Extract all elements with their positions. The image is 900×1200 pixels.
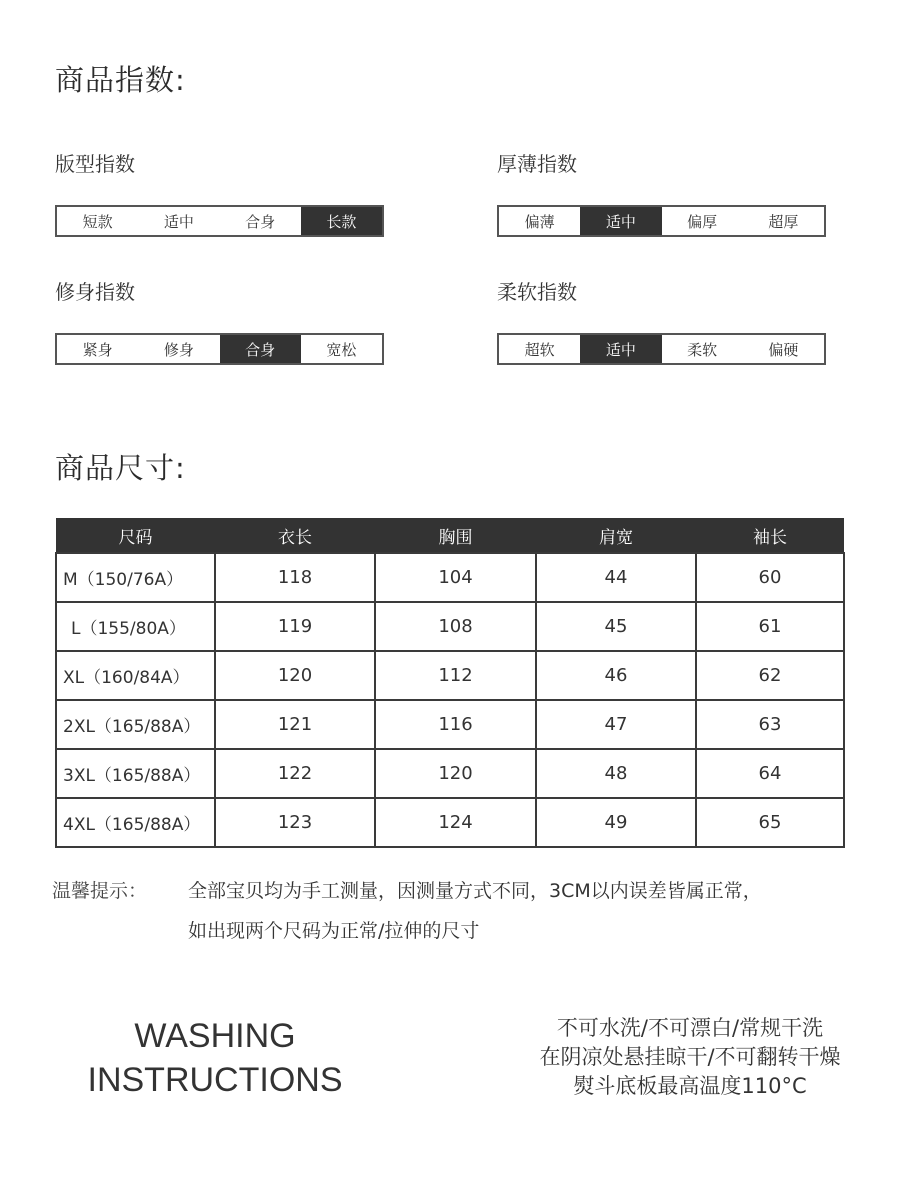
size-table-header [56,518,844,553]
fit-option-regular: 合身 [245,212,276,231]
column-header-length: 衣长 [215,518,375,553]
size-cell: 2XL（165/88A） [56,700,215,749]
size-table [55,518,845,848]
slim-index-scale [55,333,384,365]
softness-option-medium: 适中 [580,335,661,363]
sleeve-cell: 64 [696,749,844,798]
chest-cell: 116 [375,700,536,749]
fit-option-short: 短款 [82,212,113,231]
fit-option-medium: 适中 [163,212,194,231]
thickness-option-thin: 偏薄 [524,212,555,231]
washing-instruction-line: 不可水洗/不可漂白/常规干洗 [556,1016,824,1040]
table-row [56,602,844,651]
size-cell: XL（160/84A） [56,651,215,700]
chest-cell: 124 [375,798,536,847]
fit-option-long: 长款 [301,207,382,235]
sleeve-cell: 63 [696,700,844,749]
length-cell: 119 [215,602,375,651]
softness-option-soft: 柔软 [687,340,718,359]
length-cell: 120 [215,651,375,700]
product-index-heading: 商品指数: [55,63,186,97]
chest-cell: 108 [375,602,536,651]
thickness-option-thick: 偏厚 [687,212,718,231]
washing-title [70,1014,360,1102]
thickness-index-scale [497,205,826,237]
shoulder-cell: 44 [536,553,696,602]
shoulder-cell: 49 [536,798,696,847]
chest-cell: 112 [375,651,536,700]
washing-instructions [480,1014,900,1101]
thickness-index-title: 厚薄指数 [497,152,577,176]
fit-index-scale [55,205,384,237]
sleeve-cell: 61 [696,602,844,651]
softness-option-hard: 偏硬 [768,340,799,359]
shoulder-cell: 45 [536,602,696,651]
sleeve-cell: 62 [696,651,844,700]
column-header-chest: 胸围 [375,518,536,553]
table-row [56,749,844,798]
shoulder-cell: 46 [536,651,696,700]
product-size-heading: 商品尺寸: [55,451,186,485]
softness-index-title: 柔软指数 [497,280,577,304]
table-row [56,798,844,847]
chest-cell: 120 [375,749,536,798]
size-cell: M（150/76A） [56,553,215,602]
column-header-shoulder: 肩宽 [536,518,696,553]
note-line-1: 全部宝贝均为手工测量，因测量方式不同，3CM以内误差皆属正常， [188,880,762,902]
note-line-2: 如出现两个尺码为正常/拉伸的尺寸 [188,920,480,942]
slim-option-fitted: 合身 [220,335,301,363]
length-cell: 122 [215,749,375,798]
washing-instruction-line: 熨斗底板最高温度110°C [573,1074,807,1098]
slim-option-tight: 紧身 [82,340,113,359]
sleeve-cell: 60 [696,553,844,602]
fit-index-title: 版型指数 [55,152,135,176]
softness-index-scale [497,333,826,365]
size-cell: L（155/80A） [56,602,215,651]
slim-option-loose: 宽松 [326,340,357,359]
size-cell: 4XL（165/88A） [56,798,215,847]
slim-option-slim: 修身 [163,340,194,359]
thickness-option-medium: 适中 [580,207,661,235]
table-row [56,651,844,700]
chest-cell: 104 [375,553,536,602]
column-header-size: 尺码 [56,518,215,553]
softness-option-extra-soft: 超软 [524,340,555,359]
column-header-sleeve: 袖长 [696,518,844,553]
washing-instruction-line: 在阴凉处悬挂晾干/不可翻转干燥 [539,1045,841,1069]
sleeve-cell: 65 [696,798,844,847]
washing-title-line-2: INSTRUCTIONS [87,1061,343,1099]
shoulder-cell: 48 [536,749,696,798]
length-cell: 123 [215,798,375,847]
size-cell: 3XL（165/88A） [56,749,215,798]
shoulder-cell: 47 [536,700,696,749]
slim-index-title: 修身指数 [55,280,135,304]
thickness-option-extra-thick: 超厚 [768,212,799,231]
washing-title-line-1: WASHING [134,1017,296,1055]
note-label: 温馨提示： [52,880,148,902]
table-row [56,700,844,749]
length-cell: 121 [215,700,375,749]
table-row [56,553,844,602]
length-cell: 118 [215,553,375,602]
